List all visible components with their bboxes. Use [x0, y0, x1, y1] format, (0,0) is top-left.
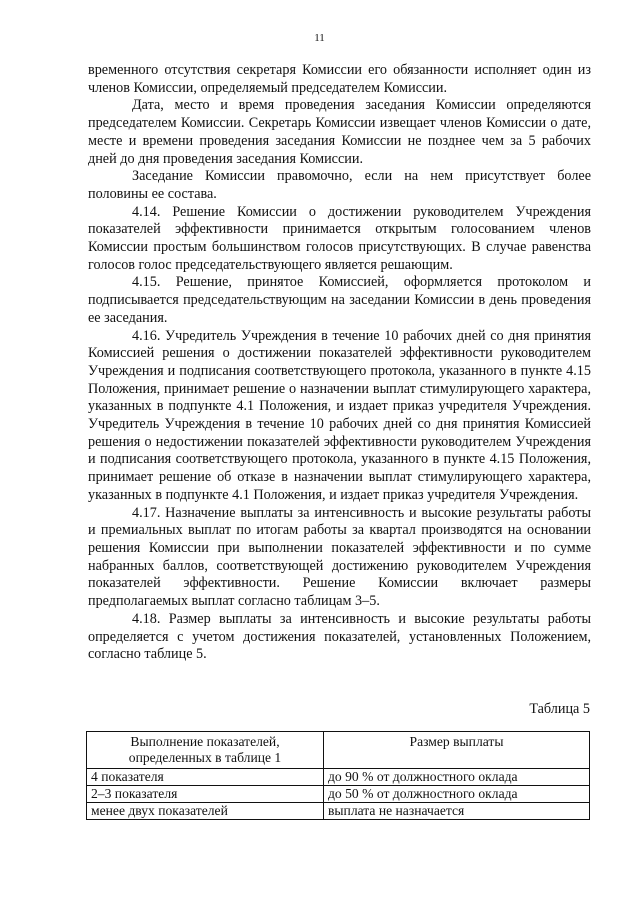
page-number: 11 [314, 32, 325, 44]
payment-table [86, 731, 590, 820]
table-cell-indicators: менее двух показателей [87, 803, 324, 820]
table-cell-payment: выплата не назначается [324, 803, 590, 820]
paragraph-4-14: 4.14. Решение Комиссии о достижении руководителем Учреждения показателей эффективности принимается открытым голосованием членов Комиссии простым большинством голосов присутствующих. В случае равенства голосов голос председательствующего является решающим. [88, 203, 591, 273]
table-cell-indicators: 4 показателя [87, 769, 324, 786]
paragraph-quorum: Заседание Комиссии правомочно, если на нем присутствует более половины ее состава. [88, 168, 591, 202]
paragraph-4-15: 4.15. Решение, принятое Комиссией, оформляется протоколом и подписывается председательствующим на заседании Комиссии в день проведения ее заседания. [88, 274, 591, 326]
paragraph-4-18: 4.18. Размер выплаты за интенсивность и высокие результаты работы определяется с учетом достижения показателей, установленных Положением, согласно таблице 5. [88, 610, 591, 663]
table-row [87, 769, 590, 786]
table-row [87, 803, 590, 820]
paragraph-meeting-date: Дата, место и время проведения заседания Комиссии определяются председателем Комиссии. Секретарь Комиссии извещает членов Комиссии о дате, месте и времени проведения заседания Комиссии не позднее чем за 5 рабочих дней до дня проведения заседания Комиссии. [88, 97, 591, 167]
table-header-payment: Размер выплаты [324, 732, 590, 769]
table-cell-payment: до 90 % от должностного оклада [324, 769, 590, 786]
paragraph-4-17: 4.17. Назначение выплаты за интенсивность и высокие результаты работы и премиальных выплат по итогам работы за квартал производятся на основании решения Комиссии при выполнении показателей эффективности и по сумме набранных баллов, соответствующей достижению руководителем Учреждения показателей эффективности. Решение Комиссии включает размеры предполагаемых выплат согласно таблицам 3–5. [88, 504, 591, 610]
table-header-row [87, 732, 590, 769]
table-header-indicators: Выполнение показателей, определенных в таблице 1 [87, 732, 324, 769]
paragraph-continuation: временного отсутствия секретаря Комиссии его обязанности исполняет один из членов Комиссии, определяемый председателем Комиссии. [88, 62, 591, 96]
table-row [87, 786, 590, 803]
table-cell-indicators: 2–3 показателя [87, 786, 324, 803]
table-caption: Таблица 5 [529, 701, 590, 717]
paragraph-4-16: 4.16. Учредитель Учреждения в течение 10 рабочих дней со дня принятия Комиссией решения о достижении показателей эффективности руководителем Учреждения и подписания соответствующего протокола, указанного в пункте 4.15 Положения, принимает решение о назначении выплат стимулирующего характера, указанных в подпункте 4.1 Положения, и издает приказ учредителя Учреждения. Учредитель Учреждения в течение 10 рабочих дней со дня принятия Комиссией решения о недостижении показателей эффективности руководителем Учреждения и подписания соответствующего протокола, указанного в пункте 4.15 Положения, принимает решение об отказе в назначении выплат стимулирующего характера, указанных в подпункте 4.1 Положения, и издает приказ учредителя Учреждения. [88, 327, 591, 503]
document-body [88, 62, 591, 664]
table-cell-payment: до 50 % от должностного оклада [324, 786, 590, 803]
